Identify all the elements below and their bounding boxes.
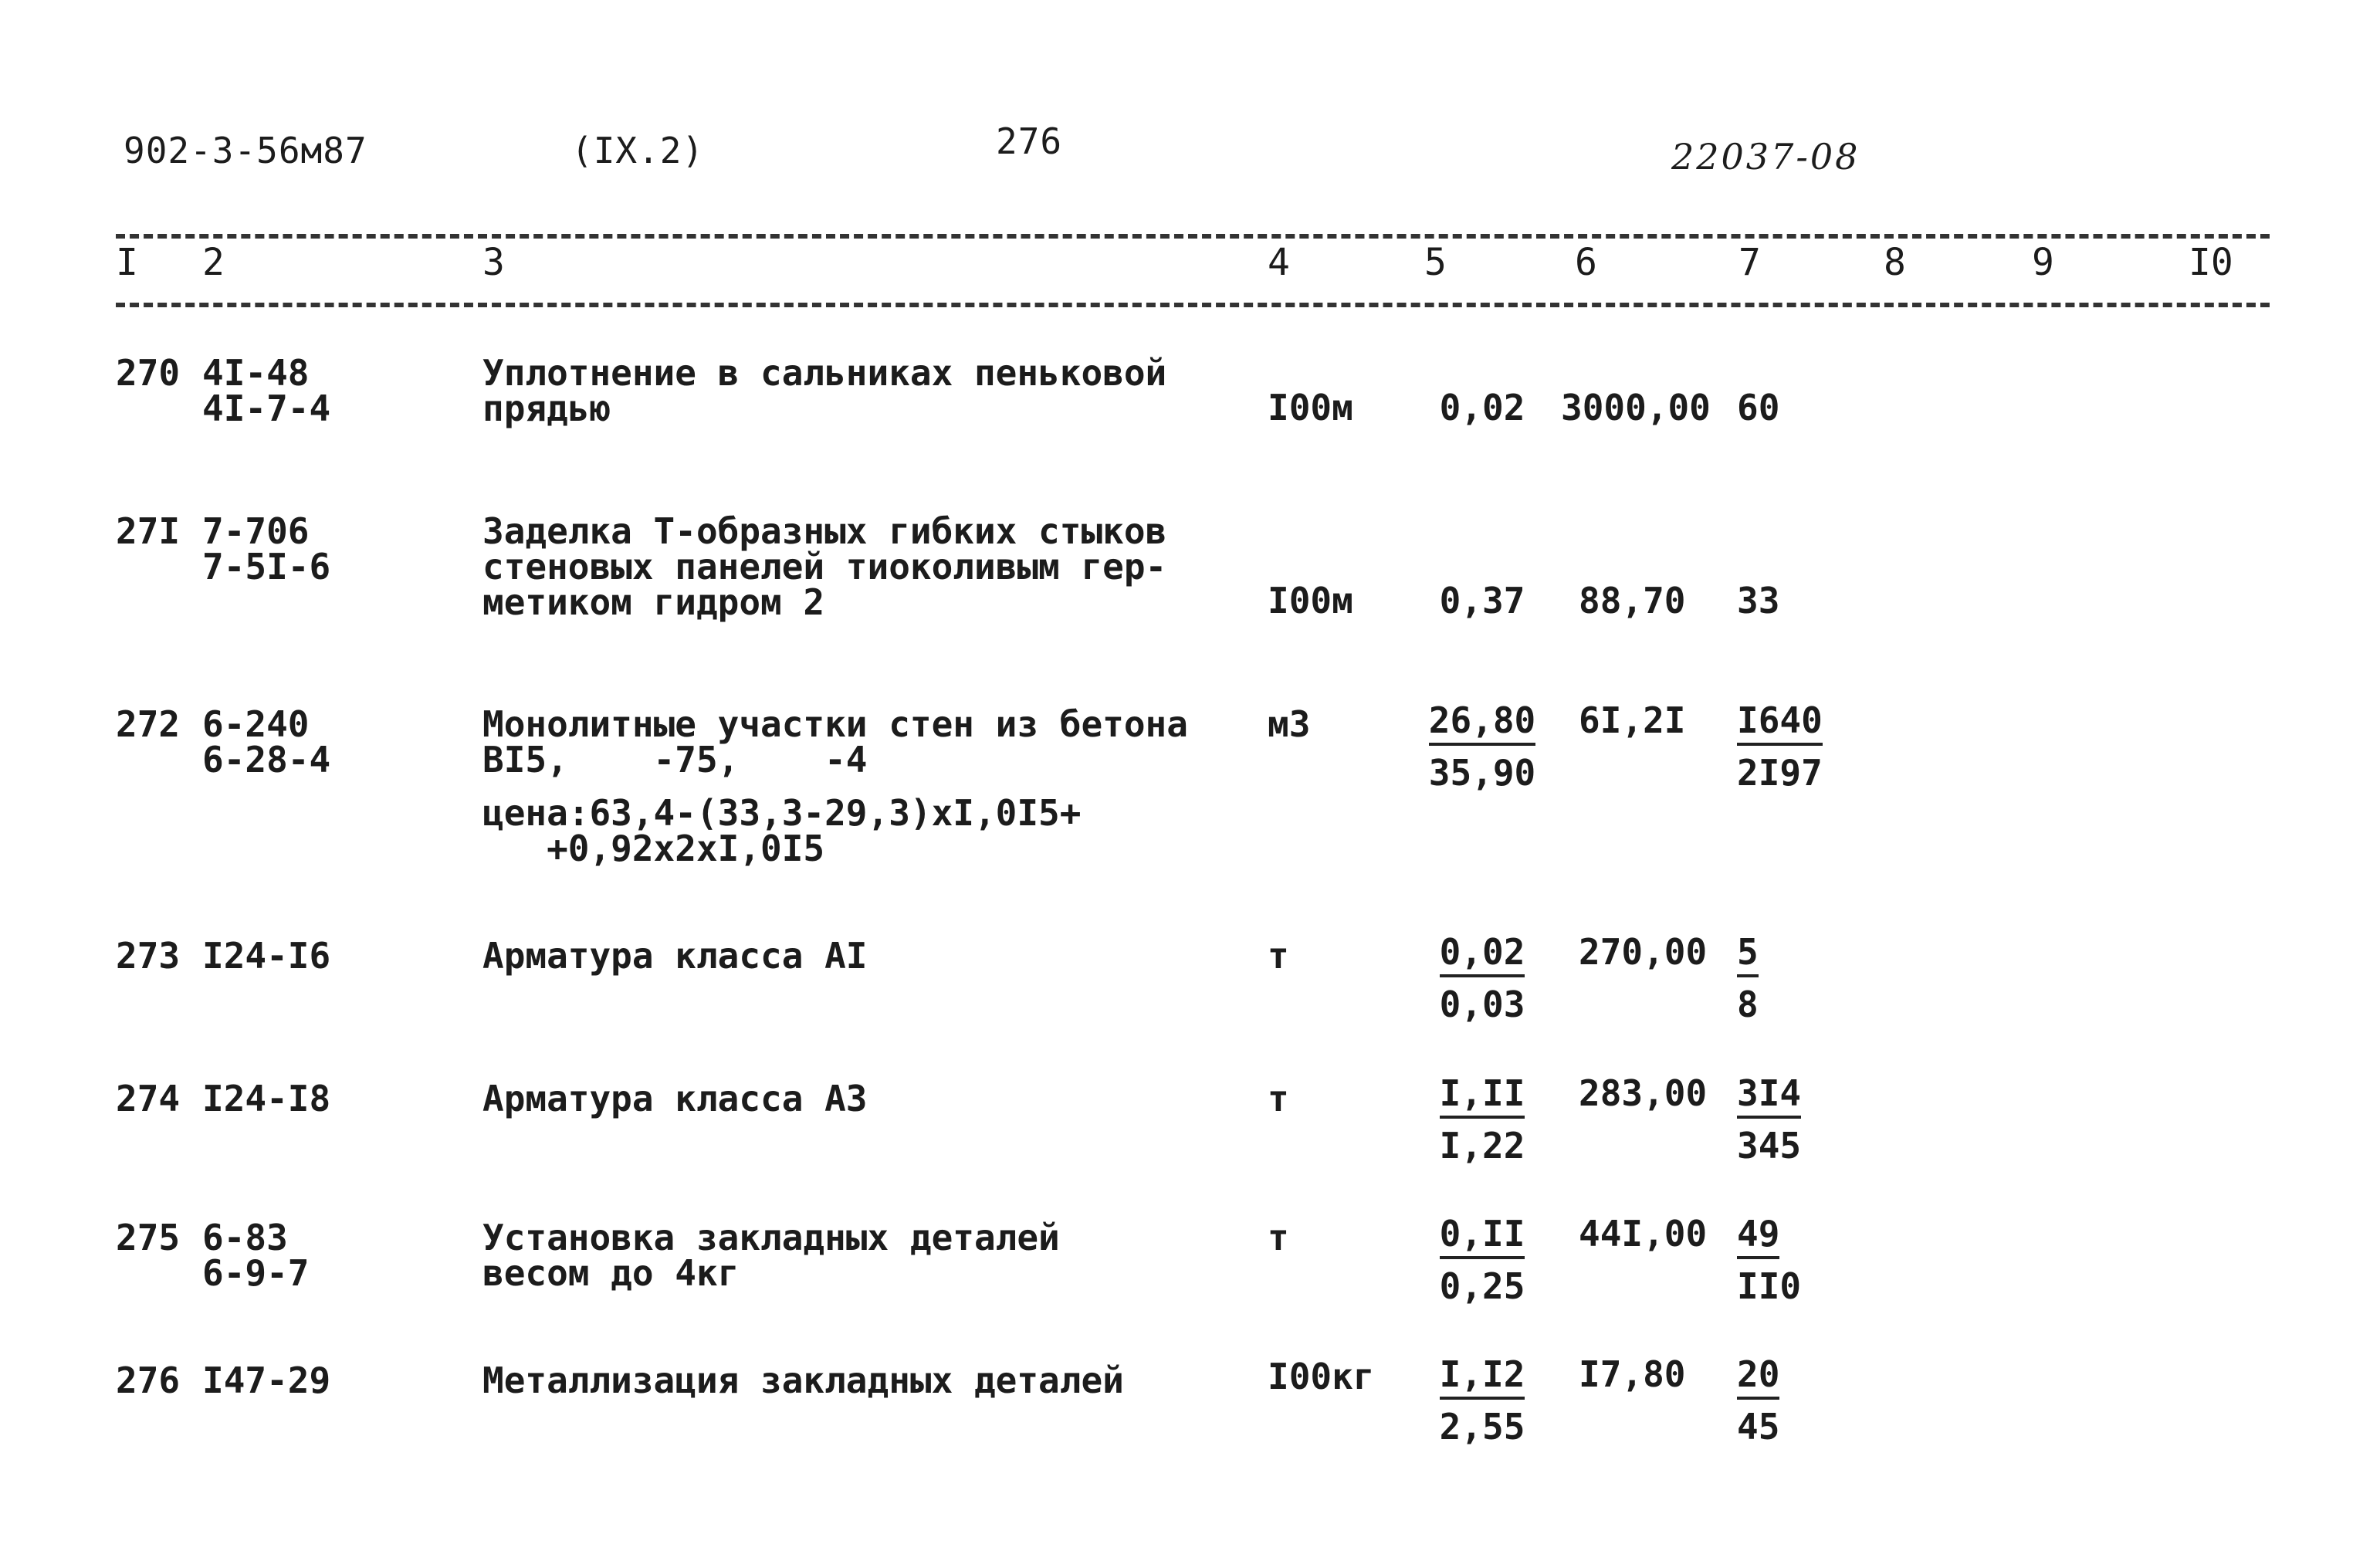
unit-price: 6I,2I — [1579, 699, 1686, 741]
norm-code-secondary: 6-9-7 — [202, 1252, 310, 1294]
column-number: 9 — [2032, 241, 2054, 284]
section-number: (IX.2) — [571, 130, 705, 171]
work-description-line: Заделка Т-образных гибких стыков — [482, 510, 1167, 552]
norm-code: I24-I8 — [202, 1078, 331, 1119]
total-cost: 60 — [1737, 387, 1780, 428]
total-bottom: 345 — [1737, 1125, 1802, 1167]
row-number: 273 — [116, 935, 181, 977]
total-fraction — [1737, 931, 1759, 1025]
quantity-top: 0,02 — [1440, 934, 1525, 977]
norm-code: 4I-48 — [202, 352, 310, 394]
quantity-bottom: 0,03 — [1439, 984, 1525, 1025]
total-top: 20 — [1737, 1356, 1779, 1400]
norm-code: I24-I6 — [202, 935, 331, 977]
total-fraction — [1737, 699, 1823, 794]
work-description-line: Арматура класса AI — [482, 935, 868, 977]
norm-code-secondary: 6-28-4 — [202, 739, 331, 781]
unit-price: 88,70 — [1579, 580, 1686, 621]
row-number: 272 — [116, 703, 181, 745]
total-top: 49 — [1737, 1216, 1779, 1259]
quantity-bottom: 2,55 — [1439, 1406, 1525, 1448]
quantity-fraction — [1417, 699, 1548, 794]
work-description-line: метиком гидром 2 — [482, 581, 825, 623]
row-number: 270 — [116, 352, 181, 394]
total-fraction — [1737, 1072, 1802, 1167]
column-number: 6 — [1575, 241, 1597, 284]
row-number: 275 — [116, 1217, 181, 1258]
unit: I00кг — [1268, 1356, 1375, 1397]
total-cost: 33 — [1737, 580, 1780, 621]
quantity-bottom: I,22 — [1439, 1125, 1525, 1167]
unit-price: I7,80 — [1579, 1353, 1686, 1395]
album-number: 22037-08 — [1671, 136, 1860, 178]
norm-code: 6-240 — [202, 703, 310, 745]
total-bottom: 45 — [1737, 1406, 1780, 1448]
norm-code: 6-83 — [202, 1217, 288, 1258]
quantity-top: 0,II — [1440, 1216, 1525, 1259]
unit-price: 3000,00 — [1561, 387, 1711, 428]
work-description-line: весом до 4кг — [482, 1252, 740, 1294]
norm-code: 7-706 — [202, 510, 310, 552]
page-number: 276 — [996, 120, 1063, 162]
work-description-line: Уплотнение в сальниках пеньковой — [482, 352, 1167, 394]
column-number: I0 — [2189, 241, 2233, 284]
quantity: 0,37 — [1439, 580, 1525, 621]
work-description-line: Установка закладных деталей — [482, 1217, 1060, 1258]
quantity-fraction — [1417, 1213, 1548, 1307]
quantity-bottom: 0,25 — [1439, 1265, 1525, 1307]
unit: т — [1268, 935, 1289, 977]
quantity-fraction — [1417, 1072, 1548, 1167]
norm-code-secondary: 7-5I-6 — [202, 546, 331, 588]
quantity-bottom: 35,90 — [1428, 752, 1536, 794]
header-rule-top — [116, 234, 2270, 239]
work-description-line: стеновых панелей тиоколивым гер- — [482, 546, 1167, 588]
total-top: I640 — [1737, 703, 1823, 746]
column-number: 8 — [1884, 241, 1906, 284]
quantity: 0,02 — [1439, 387, 1525, 428]
work-description-line: Металлизация закладных деталей — [482, 1360, 1124, 1401]
price-formula-line: цена:63,4-(33,3-29,3)xI,0I5+ — [482, 792, 1082, 834]
unit: I00м — [1268, 387, 1353, 428]
column-number: 7 — [1738, 241, 1761, 284]
quantity-fraction — [1417, 1353, 1548, 1448]
norm-code-secondary: 4I-7-4 — [202, 388, 331, 429]
total-top: 3I4 — [1737, 1075, 1801, 1119]
row-number: 27I — [116, 510, 181, 552]
total-fraction — [1737, 1353, 1780, 1448]
row-number: 276 — [116, 1360, 181, 1401]
column-number: I — [116, 241, 138, 284]
column-number: 2 — [202, 241, 225, 284]
total-top: 5 — [1737, 934, 1759, 977]
total-fraction — [1737, 1213, 1802, 1307]
total-bottom: 2I97 — [1737, 752, 1823, 794]
work-description-line: BI5, -75, -4 — [482, 739, 868, 781]
unit-price: 44I,00 — [1579, 1213, 1708, 1255]
unit: т — [1268, 1217, 1289, 1258]
unit-price: 283,00 — [1579, 1072, 1708, 1114]
row-number: 274 — [116, 1078, 181, 1119]
quantity-fraction — [1417, 931, 1548, 1025]
column-number: 3 — [482, 241, 505, 284]
column-number: 5 — [1424, 241, 1447, 284]
quantity-top: I,II — [1440, 1075, 1525, 1119]
unit: I00м — [1268, 580, 1353, 621]
unit: м3 — [1268, 703, 1311, 745]
unit: т — [1268, 1078, 1289, 1119]
quantity-top: I,I2 — [1440, 1356, 1525, 1400]
work-description-line: прядью — [482, 388, 611, 429]
price-formula-line: +0,92x2xI,0I5 — [482, 828, 825, 869]
document-code: 902-3-56м87 — [124, 130, 367, 171]
quantity-top: 26,80 — [1429, 703, 1535, 746]
total-bottom: II0 — [1737, 1265, 1802, 1307]
work-description-line: Монолитные участки стен из бетона — [482, 703, 1188, 745]
total-bottom: 8 — [1737, 984, 1759, 1025]
norm-code: I47-29 — [202, 1360, 331, 1401]
header-rule-bottom — [116, 303, 2270, 307]
column-number: 4 — [1268, 241, 1290, 284]
unit-price: 270,00 — [1579, 931, 1708, 973]
work-description-line: Арматура класса А3 — [482, 1078, 868, 1119]
